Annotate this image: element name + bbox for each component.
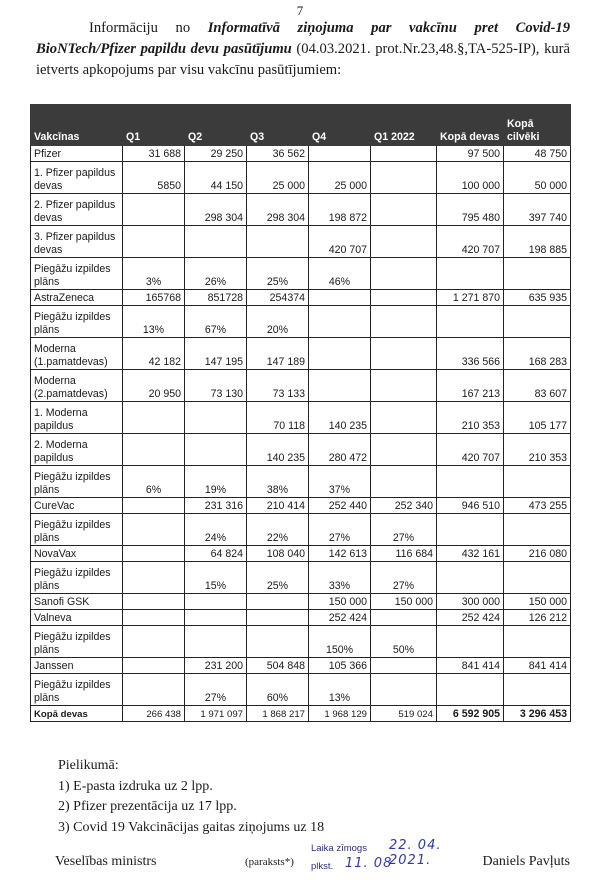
table-cell: 252 440: [309, 498, 371, 514]
table-cell: 841 414: [437, 658, 504, 674]
table-cell: [504, 514, 571, 546]
table-cell: [371, 434, 437, 466]
table-cell: 64 824: [185, 546, 247, 562]
table-row: [31, 562, 571, 594]
stamp-time-handwritten: 11. 08: [345, 856, 393, 871]
attachment-item: 3) Covid 19 Vakcinācijas gaitas ziņojums uz 18: [58, 819, 325, 835]
table-cell: 27%: [185, 674, 247, 706]
table-cell: [371, 370, 437, 402]
table-row: [31, 402, 571, 434]
table-cell: 25 000: [309, 162, 371, 194]
table-cell: 851728: [185, 290, 247, 306]
table-row: [31, 498, 571, 514]
table-cell: [123, 610, 185, 626]
signature-hint: (paraksts*): [245, 856, 294, 868]
table-cell: 300 000: [437, 594, 504, 610]
column-header: Q1: [123, 105, 185, 146]
table-cell: [371, 162, 437, 194]
table-cell: 150 000: [309, 594, 371, 610]
column-header: Q2: [185, 105, 247, 146]
row-label-cell: Piegāžu izpildes plāns: [31, 466, 123, 498]
row-label-cell: 2. Pfizer papildus devas: [31, 194, 123, 226]
table-cell: 24%: [185, 514, 247, 546]
table-cell: 105 177: [504, 402, 571, 434]
table-cell: 473 255: [504, 498, 571, 514]
table-cell: [371, 258, 437, 290]
table-cell: [504, 626, 571, 658]
table-cell: [437, 514, 504, 546]
table-cell: 231 316: [185, 498, 247, 514]
table-cell: [123, 402, 185, 434]
table-cell: 150%: [309, 626, 371, 658]
total-cell: 266 438: [123, 706, 185, 722]
table-cell: 147 189: [247, 338, 309, 370]
total-cell: 1 971 097: [185, 706, 247, 722]
table-cell: [123, 514, 185, 546]
table-cell: 252 424: [437, 610, 504, 626]
table-cell: [185, 226, 247, 258]
table-cell: 105 366: [309, 658, 371, 674]
table-row: [31, 546, 571, 562]
table-row: [31, 146, 571, 162]
table-cell: 140 235: [309, 402, 371, 434]
intro-paragraph: [36, 18, 570, 81]
table-cell: 231 200: [185, 658, 247, 674]
table-row: [31, 626, 571, 658]
table-cell: [123, 594, 185, 610]
page-number: 7: [296, 3, 304, 18]
table-cell: 33%: [309, 562, 371, 594]
table-cell: 298 304: [185, 194, 247, 226]
table-cell: 147 195: [185, 338, 247, 370]
table-cell: 37%: [309, 466, 371, 498]
row-label-cell: AstraZeneca: [31, 290, 123, 306]
row-label-cell: Janssen: [31, 658, 123, 674]
table-row: [31, 162, 571, 194]
table-cell: 210 353: [504, 434, 571, 466]
table-cell: [437, 626, 504, 658]
table-cell: 126 212: [504, 610, 571, 626]
table-cell: 108 040: [247, 546, 309, 562]
table-cell: 252 424: [309, 610, 371, 626]
table-cell: 50 000: [504, 162, 571, 194]
table-cell: 44 150: [185, 162, 247, 194]
row-label-cell: 1. Pfizer papildus devas: [31, 162, 123, 194]
report-title: Informatīvā ziņojuma par vakcīnu pret Covid-19 BioNTech/Pfizer papildu devu pasūtījumu: [36, 20, 570, 57]
table-cell: 420 707: [437, 226, 504, 258]
table-cell: 397 740: [504, 194, 571, 226]
table-cell: [437, 258, 504, 290]
table-cell: [123, 674, 185, 706]
table-cell: 116 684: [371, 546, 437, 562]
table-cell: [185, 610, 247, 626]
row-label-cell: Piegāžu izpildes plāns: [31, 306, 123, 338]
table-cell: 6%: [123, 466, 185, 498]
table-cell: 100 000: [437, 162, 504, 194]
table-cell: 60%: [247, 674, 309, 706]
table-cell: [247, 226, 309, 258]
table-cell: 22%: [247, 514, 309, 546]
table-cell: 420 707: [309, 226, 371, 258]
table-cell: [371, 306, 437, 338]
table-row: [31, 370, 571, 402]
table-cell: [123, 626, 185, 658]
table-cell: 420 707: [437, 434, 504, 466]
table-cell: 20 950: [123, 370, 185, 402]
table-cell: [123, 658, 185, 674]
row-label-cell: Sanofi GSK: [31, 594, 123, 610]
intro-text-after: (04.03.2021. prot.Nr.23,48.§,TA-525-IP), kurā ietverts apkopojums par visu vakcīnu pasūtījumiem:: [36, 41, 570, 78]
table-cell: 50%: [371, 626, 437, 658]
total-cell: 1 968 129: [309, 706, 371, 722]
table-row: [31, 610, 571, 626]
table-row: [31, 466, 571, 498]
table-cell: [371, 146, 437, 162]
row-label-cell: Pfizer: [31, 146, 123, 162]
table-cell: 48 750: [504, 146, 571, 162]
table-cell: 150 000: [371, 594, 437, 610]
row-label-cell: Moderna (1.pamatdevas): [31, 338, 123, 370]
table-row: [31, 306, 571, 338]
table-cell: 635 935: [504, 290, 571, 306]
column-header: Q4: [309, 105, 371, 146]
row-label-cell: 2. Moderna papildus: [31, 434, 123, 466]
table-cell: 216 080: [504, 546, 571, 562]
column-header: Kopā cilvēki: [504, 105, 571, 146]
row-label-cell: Valneva: [31, 610, 123, 626]
table-cell: 198 872: [309, 194, 371, 226]
table-cell: 27%: [371, 562, 437, 594]
table-cell: 19%: [185, 466, 247, 498]
row-label-cell: Piegāžu izpildes plāns: [31, 514, 123, 546]
table-cell: [247, 594, 309, 610]
table-cell: [247, 626, 309, 658]
table-cell: [437, 674, 504, 706]
table-cell: [123, 498, 185, 514]
table-cell: 946 510: [437, 498, 504, 514]
table-row: [31, 594, 571, 610]
minister-name: Daniels Pavļuts: [482, 854, 570, 869]
intro-text-before: Informāciju no: [89, 20, 208, 36]
table-cell: 27%: [371, 514, 437, 546]
table-cell: 841 414: [504, 658, 571, 674]
table-row: [31, 674, 571, 706]
stamp-date-handwritten: 22. 04. 2021.: [389, 838, 442, 868]
table-cell: [123, 194, 185, 226]
table-cell: 298 304: [247, 194, 309, 226]
table-cell: 31 688: [123, 146, 185, 162]
table-cell: 46%: [309, 258, 371, 290]
minister-role: Veselības ministrs: [55, 854, 157, 869]
table-cell: [371, 402, 437, 434]
table-row: [31, 514, 571, 546]
table-cell: 73 133: [247, 370, 309, 402]
table-cell: 25%: [247, 258, 309, 290]
table-cell: 38%: [247, 466, 309, 498]
table-cell: [504, 674, 571, 706]
attachments-list: [58, 777, 324, 839]
table-cell: [437, 562, 504, 594]
table-cell: 83 607: [504, 370, 571, 402]
table-cell: [185, 402, 247, 434]
table-cell: 140 235: [247, 434, 309, 466]
table-cell: [371, 290, 437, 306]
table-cell: 280 472: [309, 434, 371, 466]
row-label-cell: Piegāžu izpildes plāns: [31, 562, 123, 594]
table-cell: 36 562: [247, 146, 309, 162]
row-label-cell: NovaVax: [31, 546, 123, 562]
table-cell: 42 182: [123, 338, 185, 370]
table-cell: 73 130: [185, 370, 247, 402]
table-cell: 20%: [247, 306, 309, 338]
attachments-heading: Pielikumā:: [58, 758, 119, 773]
table-cell: 3%: [123, 258, 185, 290]
table-cell: [504, 466, 571, 498]
table-cell: [185, 594, 247, 610]
table-cell: 504 848: [247, 658, 309, 674]
table-cell: 25 000: [247, 162, 309, 194]
column-header: Q3: [247, 105, 309, 146]
table-cell: 168 283: [504, 338, 571, 370]
table-cell: 252 340: [371, 498, 437, 514]
table-cell: 198 885: [504, 226, 571, 258]
table-cell: 1 271 870: [437, 290, 504, 306]
table-row: [31, 258, 571, 290]
table-cell: [371, 194, 437, 226]
row-label-cell: Piegāžu izpildes plāns: [31, 626, 123, 658]
table-cell: [123, 562, 185, 594]
table-cell: [371, 466, 437, 498]
table-cell: [504, 562, 571, 594]
table-cell: 142 613: [309, 546, 371, 562]
table-cell: [504, 306, 571, 338]
table-cell: 795 480: [437, 194, 504, 226]
total-cell: 519 024: [371, 706, 437, 722]
signature-block: [55, 838, 570, 876]
table-cell: [185, 434, 247, 466]
table-cell: 67%: [185, 306, 247, 338]
row-label-cell: Piegāžu izpildes plāns: [31, 674, 123, 706]
total-cell: 6 592 905: [437, 706, 504, 722]
table-cell: 13%: [123, 306, 185, 338]
row-label-cell: 3. Pfizer papildus devas: [31, 226, 123, 258]
stamp-label-date: Laika zīmogs: [311, 843, 367, 854]
table-cell: [309, 290, 371, 306]
table-cell: [185, 626, 247, 658]
table-cell: [371, 658, 437, 674]
table-cell: [247, 610, 309, 626]
table-cell: [123, 226, 185, 258]
table-cell: 432 161: [437, 546, 504, 562]
table-header-row: [31, 105, 571, 146]
table-cell: 336 566: [437, 338, 504, 370]
table-row: [31, 434, 571, 466]
table-row: [31, 226, 571, 258]
row-label-cell: Moderna (2.pamatdevas): [31, 370, 123, 402]
table-cell: 254374: [247, 290, 309, 306]
table-cell: 25%: [247, 562, 309, 594]
table-cell: 26%: [185, 258, 247, 290]
table-row: [31, 658, 571, 674]
table-cell: 165768: [123, 290, 185, 306]
table-cell: [371, 674, 437, 706]
table-cell: 97 500: [437, 146, 504, 162]
table-cell: 29 250: [185, 146, 247, 162]
table-cell: 13%: [309, 674, 371, 706]
stamp-label-time: plkst.: [311, 861, 334, 872]
table-cell: [437, 466, 504, 498]
table-cell: [309, 370, 371, 402]
table-cell: [123, 546, 185, 562]
row-label-cell: Piegāžu izpildes plāns: [31, 258, 123, 290]
table-cell: [371, 610, 437, 626]
table-cell: [371, 226, 437, 258]
table-cell: 210 353: [437, 402, 504, 434]
attachments: [58, 756, 324, 838]
table-cell: [309, 306, 371, 338]
table-cell: 150 000: [504, 594, 571, 610]
attachment-item: 1) E-pasta izdruka uz 2 lpp.: [58, 778, 213, 794]
table-cell: [309, 338, 371, 370]
timestamp-stamp: [311, 838, 481, 877]
table-cell: [123, 434, 185, 466]
table-row: [31, 194, 571, 226]
table-cell: [437, 306, 504, 338]
total-row: [31, 706, 571, 722]
column-header: Kopā devas: [437, 105, 504, 146]
total-cell: 1 868 217: [247, 706, 309, 722]
table-cell: 210 414: [247, 498, 309, 514]
row-label-cell: 1. Moderna papildus: [31, 402, 123, 434]
attachment-item: 2) Pfizer prezentācija uz 17 lpp.: [58, 799, 237, 814]
table-cell: 5850: [123, 162, 185, 194]
table-row: [31, 338, 571, 370]
table-cell: 167 213: [437, 370, 504, 402]
total-label-cell: Kopā devas: [31, 706, 123, 722]
table-cell: 15%: [185, 562, 247, 594]
column-header: Vakcīnas: [31, 105, 123, 146]
table-row: [31, 290, 571, 306]
table-cell: 70 118: [247, 402, 309, 434]
total-cell: 3 296 453: [504, 706, 571, 722]
column-header: Q1 2022: [371, 105, 437, 146]
table-cell: [309, 146, 371, 162]
vaccine-orders-table: [30, 104, 571, 722]
table-cell: 27%: [309, 514, 371, 546]
table-cell: [371, 338, 437, 370]
table-cell: [504, 258, 571, 290]
row-label-cell: CureVac: [31, 498, 123, 514]
